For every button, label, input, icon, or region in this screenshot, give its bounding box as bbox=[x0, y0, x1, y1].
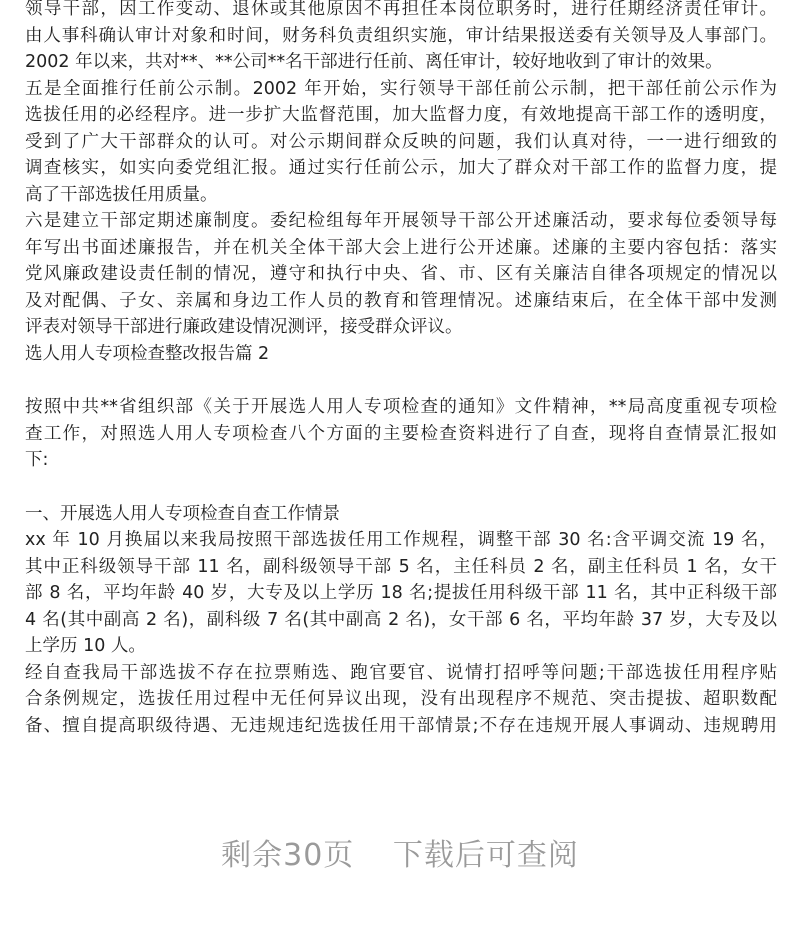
text-line: 党风廉政建设责任制的情况，遵守和执行中央、省、市、区有关廉洁自律各项规定的情况以 bbox=[25, 264, 777, 284]
text-line: 高了干部选拔任用质量。 bbox=[25, 184, 218, 205]
text-line: 年写出书面述廉报告，并在机关全体干部大会上进行公开述廉。述廉的主要内容包括：落实 bbox=[25, 237, 777, 258]
text-line: 及对配偶、子女、亲属和身边工作人员的教育和管理情况。述廉结束后，在全体干部中发测 bbox=[25, 290, 777, 311]
blank-line bbox=[25, 474, 777, 501]
text-line: 选拔任用的必经程序。进一步扩大监督范围，加大监督力度，有效地提高干部工作的透明度， bbox=[25, 105, 777, 125]
text-line: 一、开展选人用人专项检查自查工作情景 bbox=[25, 503, 340, 524]
download-prompt[interactable] bbox=[0, 830, 800, 874]
text-line: 备、擅自提高职级待遇、无违规违纪选拔任用干部情景;不存在违规开展人事调动、违规聘用 bbox=[25, 715, 777, 736]
blank-line bbox=[25, 367, 777, 394]
text-line: 调查核实，如实向委党组汇报。通过实行任前公示，加大了群众对干部工作的监督力度，提 bbox=[25, 158, 777, 178]
text-line: 上学历 10 人。 bbox=[25, 636, 146, 656]
text-line: 其中正科级领导干部 11 名，副科级领导干部 5 名，主任科员 2 名，副主任科员 1 名，女干 bbox=[25, 556, 777, 577]
text-line: 查工作，对照选人用人专项检查八个方面的主要检查资料进行了自查，现将自查情景汇报如 bbox=[25, 423, 777, 444]
text-line: 领导干部，因工作变动、退休或其他原因不再担任本岗位职务时，进行任期经济责任审计。 bbox=[25, 0, 777, 19]
text-line: 部 8 名，平均年龄 40 岁，大专及以上学历 18 名;提拔任用科级干部 11 名，其中正科级干部 bbox=[25, 583, 777, 603]
text-line: 2002 年以来，共对**、**公司**名干部进行任前、离任审计，较好地收到了审计的效果。 bbox=[25, 52, 723, 72]
text-line: 评表对领导干部进行廉政建设情况测评，接受群众评议。 bbox=[25, 317, 463, 337]
document-body bbox=[25, 0, 777, 739]
text-line: 下: bbox=[25, 450, 49, 470]
text-line: 经自查我局干部选拔不存在拉票贿选、跑官要官、说情打招呼等问题;干部选拔任用程序贴 bbox=[25, 662, 777, 683]
text-line: 按照中共**省组织部《关于开展选人用人专项检查的通知》文件精神，**局高度重视专项检 bbox=[25, 397, 777, 417]
text-line: 合条例规定，选拔任用过程中无任何异议出现，没有出现程序不规范、突击提拔、超职数配 bbox=[25, 689, 777, 709]
text-line: xx 年 10 月换届以来我局按照干部选拔任用工作规程，调整干部 30 名:含平调交流 19 名， bbox=[25, 530, 777, 550]
text-line: 4 名(其中副高 2 名)，副科级 7 名(其中副高 2 名)，女干部 6 名，平均年龄 37 岁，大专及以 bbox=[25, 609, 777, 630]
download-to-view-text: 下载后可查阅 bbox=[392, 838, 579, 873]
text-line: 受到了广大干部群众的认可。对公示期间群众反映的问题，我们认真对待，一一进行细致的 bbox=[25, 131, 777, 152]
text-line: 六是建立干部定期述廉制度。委纪检组每年开展领导干部公开述廉活动，要求每位委领导每 bbox=[25, 211, 777, 231]
remaining-pages-text: 剩余30页 bbox=[221, 838, 355, 873]
text-line: 由人事科确认审计对象和时间，财务科负责组织实施，审计结果报送委有关领导及人事部门。 bbox=[25, 25, 777, 46]
text-line: 选人用人专项检查整改报告篇 2 bbox=[25, 343, 270, 364]
text-line: 五是全面推行任前公示制。2002 年开始，实行领导干部任前公示制，把干部任前公示作为 bbox=[25, 78, 777, 99]
